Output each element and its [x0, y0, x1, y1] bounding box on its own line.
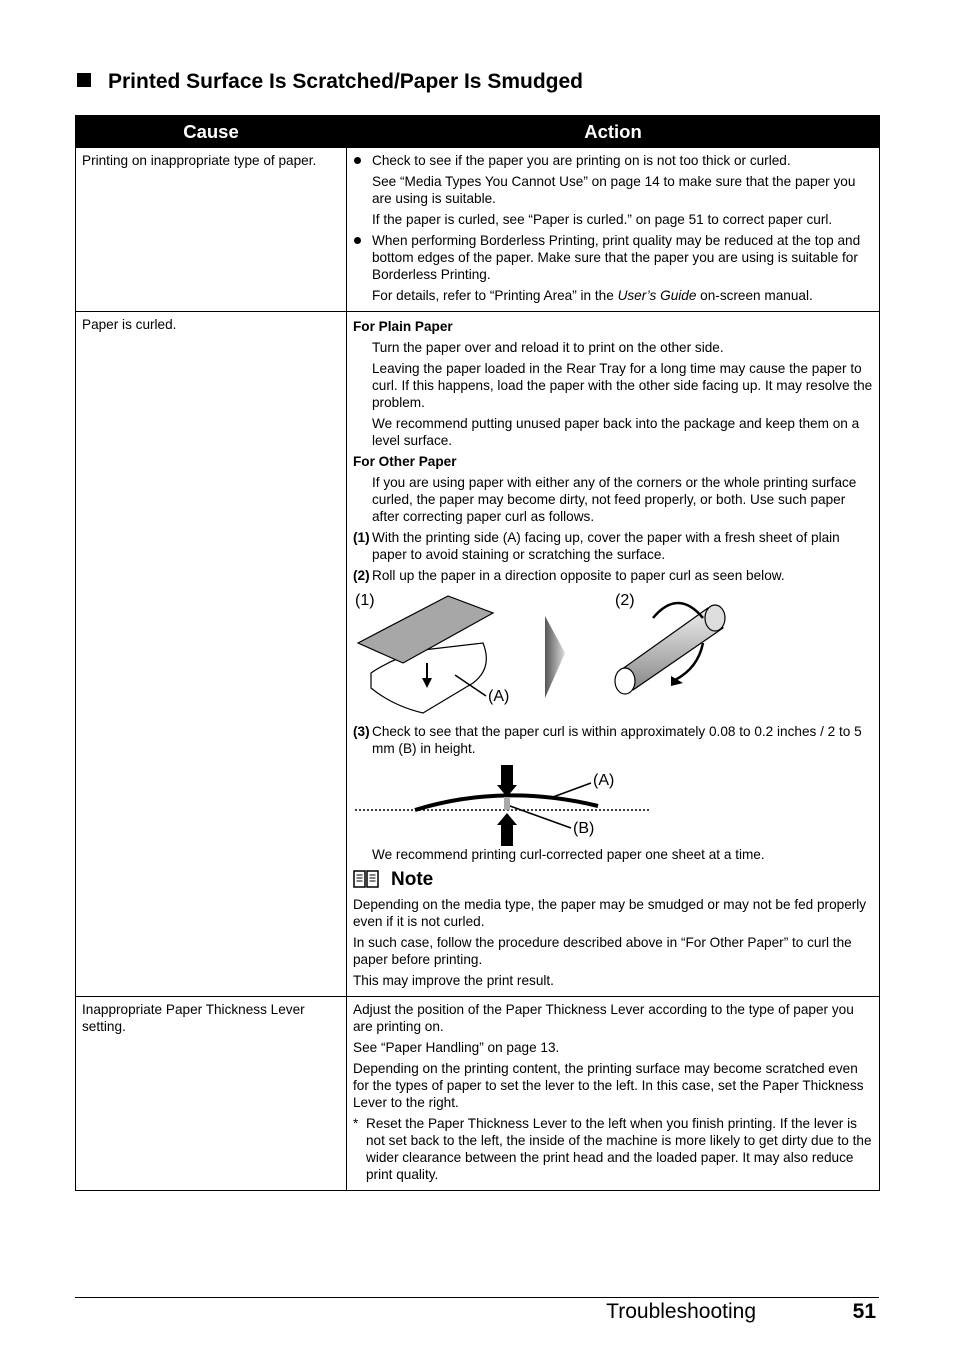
cause-text: Paper is curled.: [82, 317, 177, 332]
action-text: See “Media Types You Cannot Use” on page 14 to make sure that the paper you are using is suitable.: [372, 174, 856, 206]
section-heading-text: Printed Surface Is Scratched/Paper Is Smudged: [108, 70, 583, 93]
fig-label-2: (2): [615, 592, 635, 609]
note-heading: [353, 869, 873, 889]
table-header-row: [76, 116, 880, 148]
troubleshooting-table: [75, 115, 880, 1191]
bullet-icon: [354, 237, 361, 244]
action-text: We recommend printing curl-corrected paper one sheet at a time.: [372, 847, 765, 862]
table-row: [76, 997, 880, 1191]
action-text: Turn the paper over and reload it to print on the other side.: [372, 340, 724, 355]
footer-divider: [75, 1297, 879, 1298]
note-text: In such case, follow the procedure described above in “For Other Paper” to curl the paper before printing.: [353, 935, 852, 967]
fig-label-a: (A): [488, 688, 510, 705]
bullet-item: When performing Borderless Printing, print quality may be reduced at the top and bottom edges of the paper. Make sure that the paper you are using is suitable for Borderless Printing.: [353, 232, 873, 283]
bullet-icon: [354, 157, 361, 164]
book-icon: [353, 869, 379, 889]
fig-label-a: (A): [593, 772, 615, 789]
action-text: Adjust the position of the Paper Thickness Lever according to the type of paper you are printing on.: [353, 1002, 854, 1034]
note-text: Depending on the media type, the paper may be smudged or may not be fed properly even if it is not curled.: [353, 897, 867, 929]
action-cell: [347, 997, 880, 1191]
note-title: Note: [391, 868, 434, 890]
cause-text: Inappropriate Paper Thickness Lever setting.: [82, 1002, 305, 1034]
subheading-other-paper: For Other Paper: [353, 454, 457, 469]
action-text: If you are using paper with either any of the corners or the whole printing surface curled, the paper may become dirty, not feed properly, or both. Use such paper after correcting paper curl as follows.: [372, 475, 857, 524]
cause-cell: [76, 997, 347, 1191]
action-cell: [347, 148, 880, 312]
section-heading: [77, 70, 583, 94]
cause-cell: [76, 312, 347, 997]
table-row: [76, 312, 880, 997]
fig-label-1: (1): [355, 592, 375, 609]
square-bullet-icon: [77, 73, 91, 87]
step-item: (3) Check to see that the paper curl is within approximately 0.08 to 0.2 inches / 2 to 5 mm (B) in height.: [353, 724, 862, 756]
cause-text: Printing on inappropriate type of paper.: [82, 153, 317, 168]
fig-label-b: (B): [573, 820, 595, 837]
action-cell: [347, 312, 880, 997]
footnote-item: * Reset the Paper Thickness Lever to the left when you finish printing. If the lever is not set back to the left, the inside of the machine is more likely to get dirty due to the wider clearance between the print head and the loaded paper. It may also reduce print quality.: [353, 1116, 872, 1182]
up-arrow-icon: [497, 813, 517, 825]
action-text: We recommend putting unused paper back into the package and keep them on a level surface.: [372, 416, 860, 448]
step-item: (1) With the printing side (A) facing up, cover the paper with a fresh sheet of plain paper to avoid staining or scratching the surface.: [353, 530, 840, 562]
curl-height-illustration: [353, 761, 673, 846]
action-text: If the paper is curled, see “Paper is curled.” on page 51 to correct paper curl.: [372, 212, 833, 227]
step-item: (2) Roll up the paper in a direction opposite to paper curl as seen below.: [353, 568, 785, 583]
note-text: This may improve the print result.: [353, 973, 554, 988]
cause-cell: [76, 148, 347, 312]
table-row: [76, 148, 880, 312]
paper-roll-illustration: [353, 588, 733, 723]
bullet-item: Check to see if the paper you are printing on is not too thick or curled.: [353, 152, 873, 169]
action-text: Leaving the paper loaded in the Rear Tray for a long time may cause the paper to curl. If this happens, load the paper with the other side facing up. It may resolve the problem.: [372, 361, 873, 410]
manual-title: User’s Guide: [617, 288, 697, 303]
page-number: 51: [852, 1300, 876, 1323]
footer-section-title: Troubleshooting: [606, 1300, 756, 1323]
action-text: Depending on the printing content, the printing surface may become scratched even for the types of paper to set the lever to the left. In this case, set the Paper Thickness Lever to the right.: [353, 1061, 864, 1110]
header-action: Action: [347, 116, 880, 148]
action-text: For details, refer to “Printing Area” in the User’s Guide on-screen manual.: [372, 288, 813, 303]
subheading-plain-paper: For Plain Paper: [353, 319, 453, 334]
header-cause: Cause: [76, 116, 347, 148]
action-text: See “Paper Handling” on page 13.: [353, 1040, 560, 1055]
process-arrow-icon: [545, 616, 565, 698]
